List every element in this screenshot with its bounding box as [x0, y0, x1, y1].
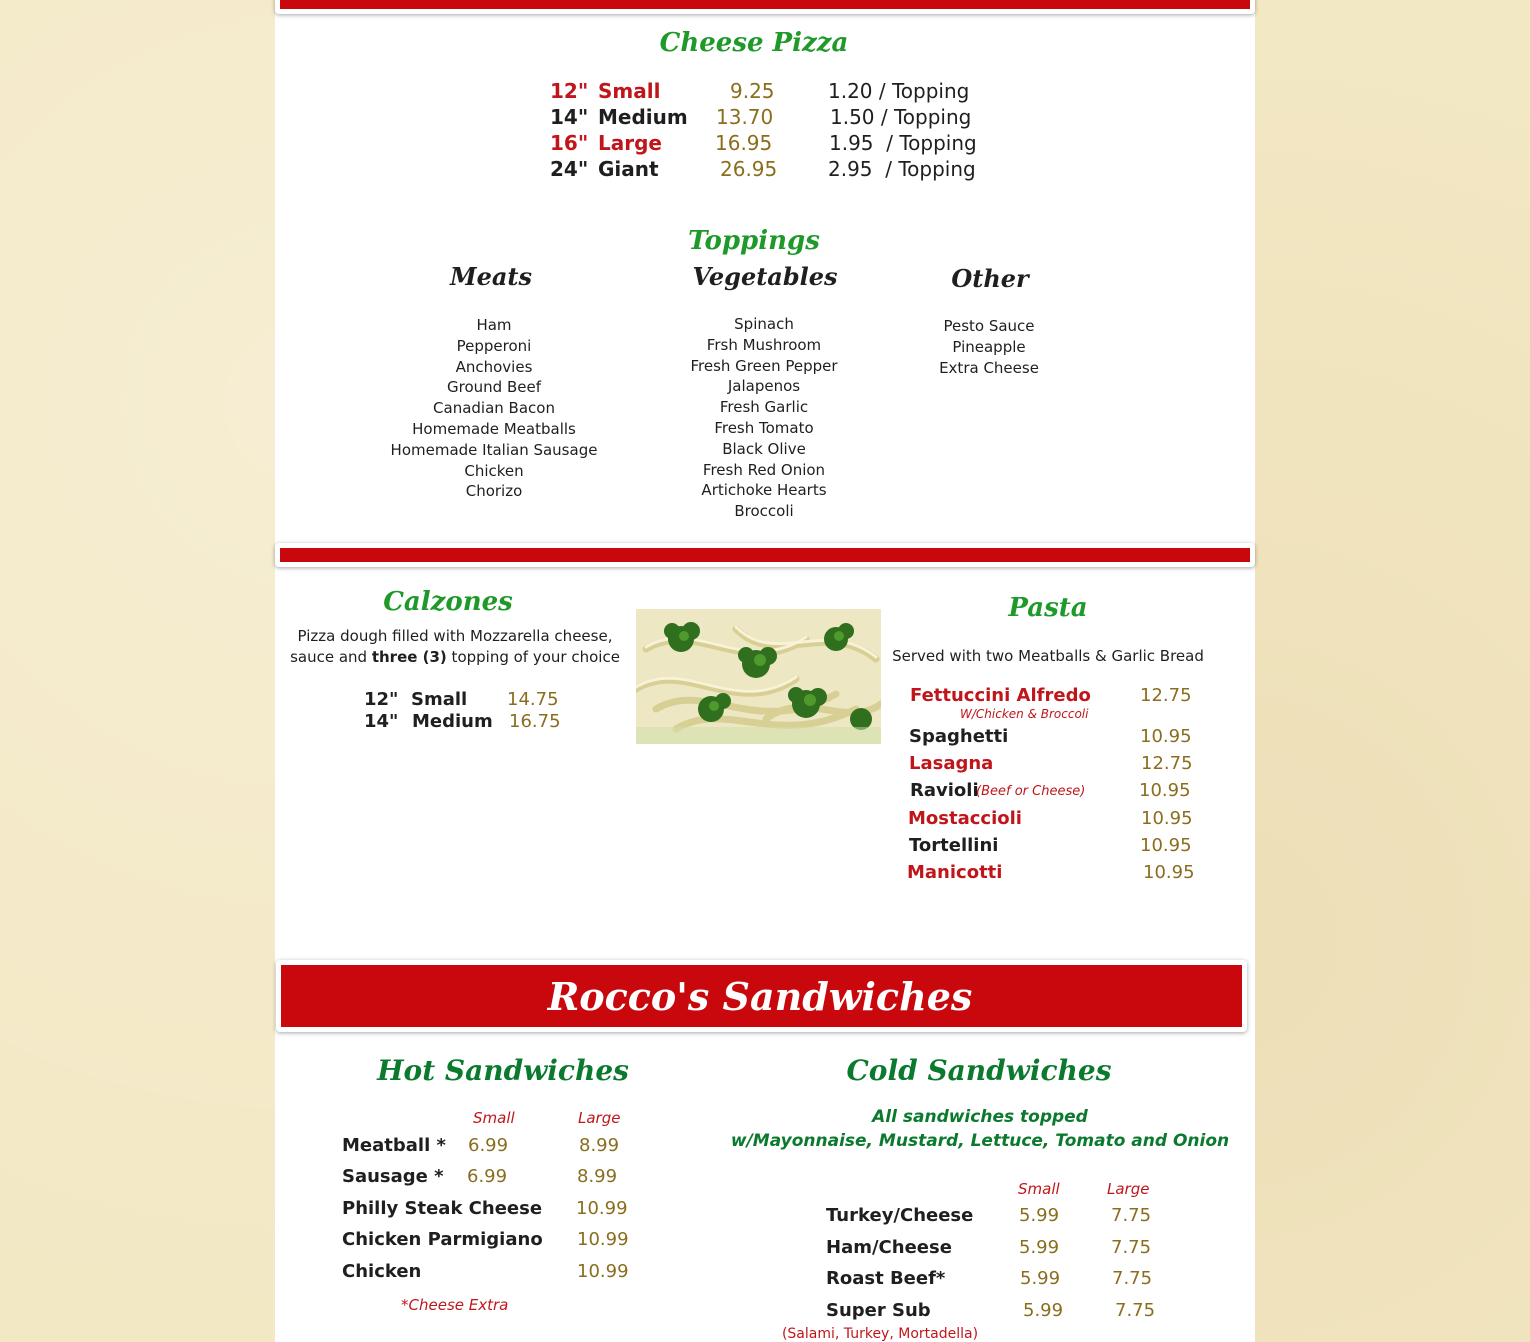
pasta-item-name: Fettuccini Alfredo: [910, 685, 1091, 706]
pizza-price: 16.95: [715, 131, 773, 155]
pizza-topping-price: 2.95 / Topping: [828, 157, 976, 181]
pasta-subtitle: Served with two Meatballs & Garlic Bread: [892, 647, 1204, 665]
pasta-item-price: 10.95: [1139, 780, 1191, 801]
hot-item-name: Sausage *: [342, 1166, 444, 1187]
pasta-item-name: Spaghetti: [909, 726, 1009, 747]
pasta-item-price: 10.95: [1140, 835, 1192, 856]
list-item: Fresh Tomato: [714, 418, 814, 437]
pizza-price: 9.25: [730, 79, 775, 103]
list-item: Black Olive: [722, 439, 806, 458]
pasta-title: Pasta: [1008, 593, 1088, 623]
pasta-item-note: (Beef or Cheese): [976, 784, 1086, 799]
pasta-item-price: 12.75: [1141, 753, 1193, 774]
cold-item-large: 7.75: [1111, 1237, 1152, 1258]
desc-bold: three (3): [371, 648, 447, 666]
fettuccine-broccoli-photo: [636, 609, 881, 744]
calzone-price: 14.75: [507, 689, 559, 710]
pasta-item-note: W/Chicken & Broccoli: [960, 707, 1089, 721]
pasta-item-name: Ravioli: [910, 780, 979, 801]
list-item: Ground Beef: [447, 378, 541, 397]
super-sub-note: (Salami, Turkey, Mortadella): [781, 1326, 979, 1342]
cold-item-name: Ham/Cheese: [826, 1237, 952, 1258]
meats-heading: Meats: [450, 262, 532, 291]
middle-divider: [280, 548, 1250, 562]
list-item: Homemade Italian Sausage: [390, 440, 598, 459]
pizza-size: 12": [550, 79, 589, 103]
desc-text: sauce and: [290, 648, 372, 666]
calzone-size: 14": [364, 711, 399, 732]
pizza-size: 14": [550, 105, 589, 129]
pasta-item-name: Tortellini: [909, 835, 999, 856]
pizza-price: 13.70: [716, 105, 774, 129]
list-item: Fresh Green Pepper: [690, 356, 838, 375]
list-item: Jalapenos: [727, 377, 801, 396]
desc-text: topping of your choice: [446, 648, 620, 666]
cold-col-large: Large: [1107, 1180, 1150, 1198]
list-item: Spinach: [734, 315, 794, 333]
hot-item-small: 6.99: [467, 1166, 508, 1187]
hot-footnote: *Cheese Extra: [401, 1296, 509, 1314]
pizza-price: 26.95: [720, 157, 778, 181]
cold-item-name: Turkey/Cheese: [826, 1205, 974, 1226]
other-list: [939, 316, 1039, 378]
cold-note-line2: w/Mayonnaise, Mustard, Lettuce, Tomato and Onion: [730, 1131, 1230, 1151]
list-item: Pepperoni: [456, 336, 532, 355]
pasta-item-name: Manicotti: [907, 862, 1003, 883]
pizza-topping-price: 1.50 / Topping: [830, 105, 972, 129]
pasta-illustration: [636, 609, 881, 744]
calzone-price: 16.75: [509, 711, 561, 732]
calzones-description-line1: Pizza dough filled with Mozzarella cheese,: [297, 627, 613, 645]
pizza-name: Giant: [598, 157, 659, 181]
cold-item-small: 5.99: [1023, 1300, 1064, 1321]
list-item: Pesto Sauce: [943, 317, 1035, 335]
hot-item-name: Philly Steak Cheese: [342, 1198, 543, 1219]
pasta-item-name: Lasagna: [909, 753, 994, 774]
hot-sandwiches-title: Hot Sandwiches: [377, 1054, 629, 1087]
calzone-name: Medium: [412, 711, 493, 732]
list-item: Broccoli: [734, 502, 794, 521]
top-divider: [280, 0, 1250, 9]
calzone-size: 12": [364, 689, 399, 710]
list-item: Frsh Mushroom: [706, 335, 822, 354]
sandwiches-banner-title: Rocco's Sandwiches: [547, 974, 973, 1019]
cold-item-small: 5.99: [1019, 1237, 1060, 1258]
list-item: Ham: [476, 316, 512, 334]
pasta-item-price: 12.75: [1140, 685, 1192, 706]
pizza-size: 24": [550, 157, 589, 181]
pizza-name: Medium: [598, 105, 688, 129]
vegetables-heading: Vegetables: [692, 262, 838, 291]
cold-item-large: 7.75: [1112, 1268, 1153, 1289]
list-item: Chorizo: [465, 482, 523, 501]
cold-item-large: 7.75: [1111, 1205, 1152, 1226]
hot-item-large: 8.99: [579, 1135, 620, 1156]
hot-item-name: Chicken: [342, 1261, 422, 1282]
list-item: Homemade Meatballs: [412, 419, 576, 438]
pizza-size: 16": [550, 131, 589, 155]
hot-item-name: Chicken Parmigiano: [342, 1229, 543, 1250]
meats-list: [391, 315, 598, 502]
cold-item-name: Roast Beef*: [826, 1268, 946, 1289]
hot-item-large: 8.99: [577, 1166, 618, 1187]
list-item: Canadian Bacon: [433, 399, 555, 418]
pizza-topping-price: 1.95 / Topping: [829, 131, 977, 155]
pizza-name: Small: [598, 79, 661, 103]
pasta-item-price: 10.95: [1143, 862, 1195, 883]
cold-sandwiches-title: Cold Sandwiches: [846, 1054, 1112, 1087]
list-item: Pineapple: [952, 337, 1026, 356]
cold-col-small: Small: [1018, 1180, 1060, 1198]
hot-item-large: 10.99: [577, 1261, 629, 1282]
other-heading: Other: [951, 264, 1029, 293]
cold-item-small: 5.99: [1019, 1205, 1060, 1226]
pasta-item-price: 10.95: [1141, 808, 1193, 829]
cold-item-small: 5.99: [1020, 1268, 1061, 1289]
cheese-pizza-title: Cheese Pizza: [659, 28, 849, 58]
pasta-item-price: 10.95: [1140, 726, 1192, 747]
vegetables-list: [690, 314, 837, 522]
calzone-name: Small: [411, 689, 468, 710]
pizza-name: Large: [598, 131, 662, 155]
list-item: Fresh Garlic: [719, 398, 809, 417]
pizza-topping-price: 1.20 / Topping: [828, 79, 970, 103]
hot-item-name: Meatball *: [342, 1135, 446, 1156]
cold-note-line1: All sandwiches topped: [872, 1107, 1088, 1127]
list-item: Fresh Red Onion: [702, 460, 826, 479]
cold-item-name: Super Sub: [826, 1300, 931, 1321]
calzones-title: Calzones: [383, 587, 513, 617]
list-item: Anchovies: [455, 357, 533, 376]
hot-item-large: 10.99: [576, 1198, 628, 1219]
pasta-item-name: Mostaccioli: [908, 808, 1022, 829]
list-item: Artichoke Hearts: [701, 481, 827, 500]
toppings-title: Toppings: [688, 226, 820, 256]
hot-item-large: 10.99: [577, 1229, 629, 1250]
hot-item-small: 6.99: [468, 1135, 509, 1156]
hot-col-large: Large: [578, 1109, 621, 1127]
calzones-description-line2: [290, 648, 620, 666]
cold-item-large: 7.75: [1115, 1300, 1156, 1321]
hot-col-small: Small: [473, 1109, 515, 1127]
list-item: Extra Cheese: [939, 358, 1039, 377]
list-item: Chicken: [464, 461, 524, 480]
